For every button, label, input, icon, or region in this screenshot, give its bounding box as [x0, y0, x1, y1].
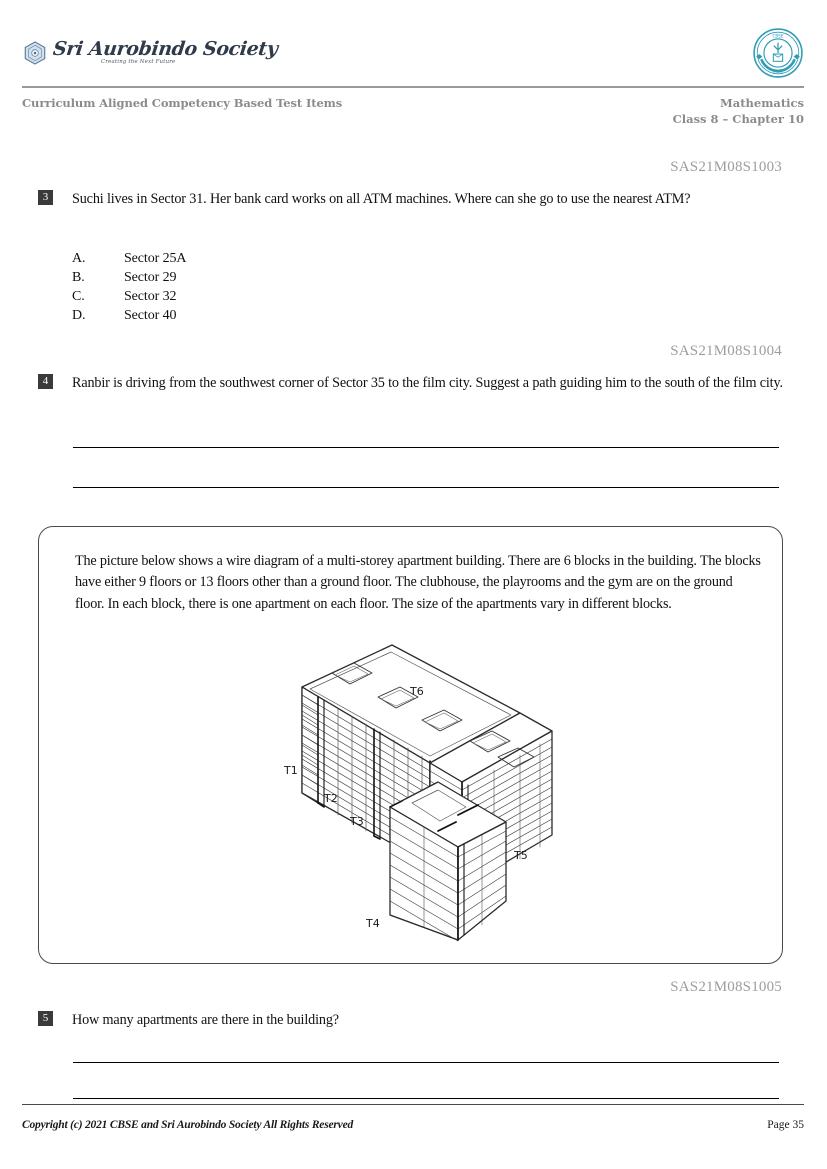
header-divider: [22, 86, 804, 88]
footer-divider: [22, 1104, 804, 1105]
figure-label-t4: T4: [365, 917, 380, 930]
apartment-building-wire-diagram: [262, 635, 562, 950]
answer-line-5-2[interactable]: [73, 1098, 779, 1099]
figure-label-t5: T5: [513, 849, 528, 862]
passage-box: [38, 526, 783, 964]
figure-label-t1: T1: [283, 764, 298, 777]
figure-label-t2: T2: [323, 792, 338, 805]
option-letter-b: B.: [72, 270, 85, 286]
option-letter-c: C.: [72, 289, 85, 305]
figure-container: [39, 635, 784, 955]
header-title: Curriculum Aligned Competency Based Test Items: [22, 96, 343, 110]
cbse-logo-icon: [752, 27, 804, 79]
option-letter-d: D.: [72, 308, 86, 324]
header-subject: Mathematics: [720, 96, 804, 110]
passage-text: The picture below shows a wire diagram of a multi-storey apartment building. There are 6 blocks in the building. The blocks have either 9 floors or 13 floors other than a ground floor. The clubhouse, the playrooms and the gym are on the ground floor. In each block, there is one apartment on each floor. The size of the apartments vary in different blocks.: [75, 553, 761, 612]
question-text-5: How many apartments are there in the building?: [72, 1012, 339, 1028]
option-label-a: Sector 25A: [124, 251, 187, 266]
question-number-5: 5: [38, 1011, 53, 1026]
question-number-4: 4: [38, 374, 53, 389]
option-label-b: Sector 29: [124, 270, 177, 286]
sri-aurobindo-emblem-icon: [22, 40, 48, 66]
answer-line-4-2[interactable]: [73, 487, 779, 488]
svg-text:CBSE: CBSE: [772, 33, 784, 39]
footer-page-number: Page 35: [767, 1119, 804, 1131]
answer-line-5-1[interactable]: [73, 1062, 779, 1063]
figure-label-t3: T3: [349, 815, 364, 828]
sri-aurobindo-society-logo: [22, 32, 279, 74]
footer-copyright: Copyright (c) 2021 CBSE and Sri Aurobindo Society All Rights Reserved: [22, 1119, 354, 1131]
svg-text:INDIA: INDIA: [773, 69, 783, 74]
option-letter-a: A.: [72, 251, 86, 266]
option-row-c[interactable]: [72, 287, 472, 306]
option-row-b[interactable]: [72, 268, 472, 287]
question-text-4: Ranbir is driving from the southwest corner of Sector 35 to the film city. Suggest a path guiding him to the south of the film city.: [72, 375, 783, 391]
option-row-d[interactable]: [72, 306, 472, 325]
question-text-3: Suchi lives in Sector 31. Her bank card works on all ATM machines. Where can she go to use the nearest ATM?: [72, 191, 691, 207]
sri-aurobindo-society-tagline: Creating the Next Future: [101, 59, 176, 66]
question-code-4: SAS21M08S1004: [670, 343, 782, 359]
figure-label-t6: T6: [409, 685, 424, 698]
question-code-3: SAS21M08S1003: [670, 159, 782, 175]
option-label-d: Sector 40: [124, 308, 177, 324]
option-label-c: Sector 32: [124, 289, 177, 305]
options-list-3: [72, 249, 472, 325]
header-class-chapter: Class 8 – Chapter 10: [672, 111, 804, 126]
sri-aurobindo-society-name: Sri Aurobindo Society: [51, 38, 279, 61]
answer-line-4-1[interactable]: [73, 447, 779, 448]
question-number-3: 3: [38, 190, 53, 205]
question-code-5: SAS21M08S1005: [670, 979, 782, 995]
header-subject-block: [673, 96, 804, 127]
option-row-a[interactable]: [72, 249, 472, 268]
